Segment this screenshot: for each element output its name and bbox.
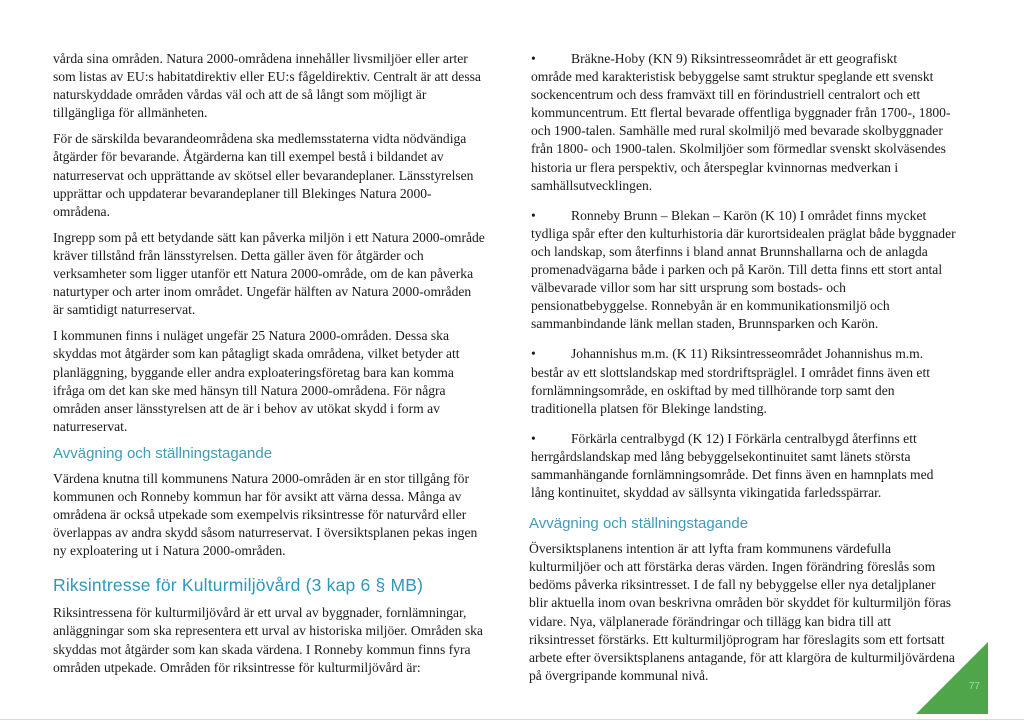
paragraph: Riksintressena för kulturmiljövård är ett urval av byggnader, fornlämningar, anläggningar som ska representera ett urval av historiska miljöer. Områden ska skyddas mot åtgärder som kan skada värdena. I Ronneby kommun finns fyra områden utpekade. Områden för riksintresse för kulturmiljövård är: (53, 605, 483, 675)
list-item-lead: Ronneby Brunn – Blekan – Karön (K 10) I området finns mycket (571, 207, 927, 223)
paragraph: Värdena knutna till kommunens Natura 2000-områden är en stor tillgång för kommunen och Ronneby kommun har för avsikt att värna dessa. Många av områdena är också utpekade som exempelvis riksintresse för naturvård eller överlappas av andra skydd såsom naturreservat. I översiktsplanen pekas ingen ny exploatering ut i Natura 2000-områden. (53, 470, 478, 559)
right-column (529, 50, 957, 693)
corner-triangle-decoration (916, 642, 988, 714)
list-item (529, 430, 957, 502)
list-item (529, 50, 957, 195)
list-item-text: område med karakteristisk bebyggelse samt struktur speglande ett svenskt sockencentrum och dess framväxt till en förindustriell centralort och ett kommuncentrum. Ett flertal bevarade offentliga byggnader från 1700-, 1800- och 1900-talen. Samhälle med rural skolmiljö med bevarade skolbyggnader från 1800- och 1900-talen. Skolmiljöer som förmedlar svenskt skolväsendes historia ur flera perspektiv, och återspeglar kvinnornas medverkan i samhällsutvecklingen. (531, 69, 951, 193)
bullet-icon: • (531, 430, 536, 446)
section-subheading: Avvägning och ställningstagande (529, 515, 749, 533)
bottom-divider (0, 719, 1024, 720)
list-item-lead: Johannishus m.m. (K 11) Riksintresseområdet Johannishus m.m. (571, 346, 924, 362)
list-item-text: består av ett slottslandskap med stordriftspräglel. I området finns även ett fornlämningsområde, en oskiftad by med tillhörande torp samt den traditionella platsen för Blekinge landsting. (531, 364, 931, 416)
list-item-text: herrgårdslandskap med lång bebyggelsekontinuitet samt länets största sammanhängande fornlämningsområde. Det finns även en hamnplats med lång kontinuitet, skyddad av sällsynta vikingatida farledsspärrar. (531, 448, 934, 501)
list-item-lead: Bräkne-Hoby (KN 9) Riksintresseområdet är ett geografiskt (571, 51, 898, 66)
list-item-lead: Förkärla centralbygd (K 12) I Förkärla centralbygd återfinns ett (571, 430, 917, 446)
bullet-icon: • (531, 51, 536, 66)
paragraph: För de särskilda bevarandeområdena ska medlemsstaterna vidta nödvändiga åtgärder för bevarande. Åtgärderna kan till exempel bestå i bildandet av naturreservat och upprättande av skötsel eller bevarandeplaner. Länsstyrelsen upprättar och uppdaterar bevarandeplaner till Blekinges Natura 2000-områdena. (53, 131, 474, 219)
bullet-icon: • (531, 207, 536, 223)
paragraph: Översiktsplanens intention är att lyfta fram kommunens värdefulla kulturmiljöer och att förstärka deras värden. Ingen förändring föreslås som bedöms påverka riksintresset. I de fall ny bebyggelse eller nya detaljplaner blir aktuella inom ovan beskrivna områden bör skyddet för kulturmiljön föras vidare. Nya, välplanerade förändringar och tillägg kan bidra till att riksintresset förstärks. Ett kulturmiljöprogram har föreslagits som ett fortsatt arbete efter översiktsplanens antagande, för att klargöra de kulturmiljövärdena på övergripande kommunal nivå. (529, 541, 955, 683)
list-item-text: tydliga spår efter den kulturhistoria där kurortsidealen präglat både byggnader och landskap, som återfinns i bland annat Brunnshallarna och de anlagda promenadvägarna både i parken och på Karön. Till detta finns ett stort antal välbevarade villor som har sitt ursprung som bostads- och pensionatbebyggelse. Ronnebyån är en kommunikationsmiljö och sammanbindande länk mellan staden, Brunnsparken och Karön. (531, 225, 956, 332)
list-item (529, 345, 957, 417)
list-item (529, 207, 957, 334)
bullet-icon: • (531, 346, 536, 362)
paragraph: I kommunen finns i nuläget ungefär 25 Natura 2000-områden. Dessa ska skyddas mot åtgärder som kan påtagligt skada områdena, vilket betyder att planläggning, byggande eller andra exploateringsföretag bara kan komma ifråga om det kan ske med hänsyn till Natura 2000-områdena. För några områden anser länsstyrelsen att de är i behov av utökat skydd i form av naturreservat. (53, 328, 460, 434)
section-heading: Riksintresse för Kulturmiljövård (3 kap 6 § MB) (53, 575, 424, 596)
paragraph: Ingrepp som på ett betydande sätt kan påverka miljön i ett Natura 2000-område kräver tillstånd från länsstyrelsen. Detta gäller även för åtgärder och verksamheter som ligger utanför ett Natura 2000-område, om de kan påverka naturtyper och arter inom området. Ungefär hälften av Natura 2000-områden är samtidigt naturreservat. (53, 229, 485, 318)
page-number: 77 (968, 681, 980, 692)
section-subheading: Avvägning och ställningstagande (53, 444, 273, 462)
left-column (53, 50, 485, 685)
paragraph: vårda sina områden. Natura 2000-områdena innehåller livsmiljöer eller arter som listas av EU:s habitatdirektiv eller EU:s fågeldirektiv. Centralt är att dessa naturskyddade områden vårdas väl och att de så långt som möjligt är tillgängliga för allmänheten. (53, 51, 481, 121)
